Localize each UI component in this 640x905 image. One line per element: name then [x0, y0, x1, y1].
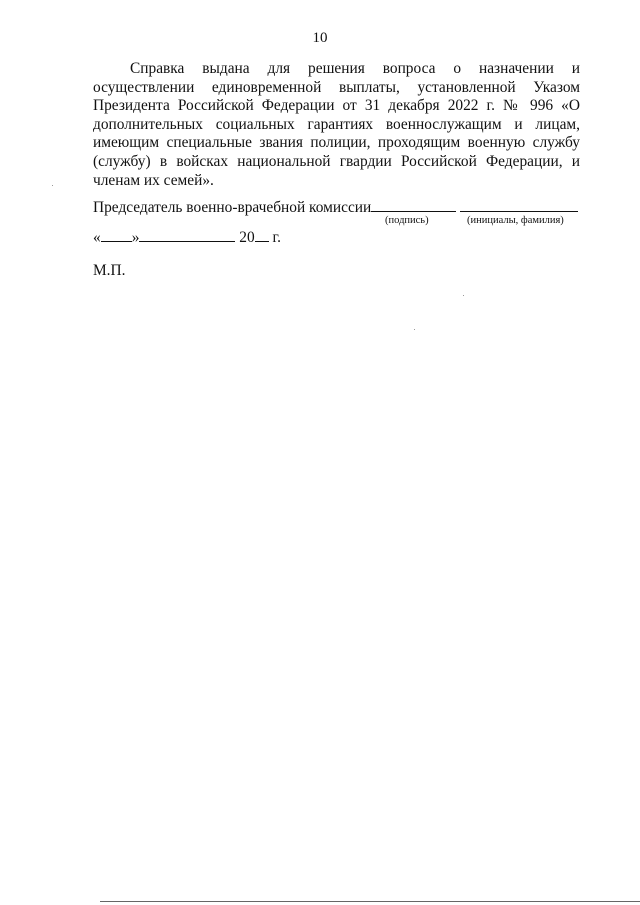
date-open-quote: «	[93, 229, 101, 246]
scan-edge	[100, 901, 640, 902]
month-blank	[139, 229, 235, 242]
name-caption: (инициалы, фамилия)	[467, 215, 564, 226]
signature-label: Председатель военно-врачебной комиссии	[93, 199, 372, 216]
signature-caption: (подпись)	[385, 215, 429, 226]
page-number: 10	[312, 30, 328, 46]
scan-speck	[463, 295, 464, 296]
year-prefix: 20	[239, 229, 255, 246]
scan-speck	[414, 329, 415, 330]
year-blank	[255, 229, 269, 242]
name-blank	[460, 199, 578, 212]
year-suffix: г.	[272, 229, 281, 246]
day-blank	[101, 229, 132, 242]
certificate-paragraph: Справка выдана для решения вопроса о назначении и осуществлении единовременной выплаты, установленной Указом Президента Российской Федерации от 31 декабря 2022 г. № 996 «О дополнительных социальных гарантиях военнослужащим и лицам, имеющим специальные звания полиции, проходящим военную службу (службу) в войсках национальной гвардии Российской Федерации, и членам их семей».	[93, 60, 580, 189]
date-line	[93, 229, 281, 247]
date-close-quote: »	[131, 229, 140, 246]
stamp-place-label: М.П.	[93, 262, 126, 279]
scan-speck	[52, 185, 53, 186]
signature-blank	[371, 199, 456, 212]
